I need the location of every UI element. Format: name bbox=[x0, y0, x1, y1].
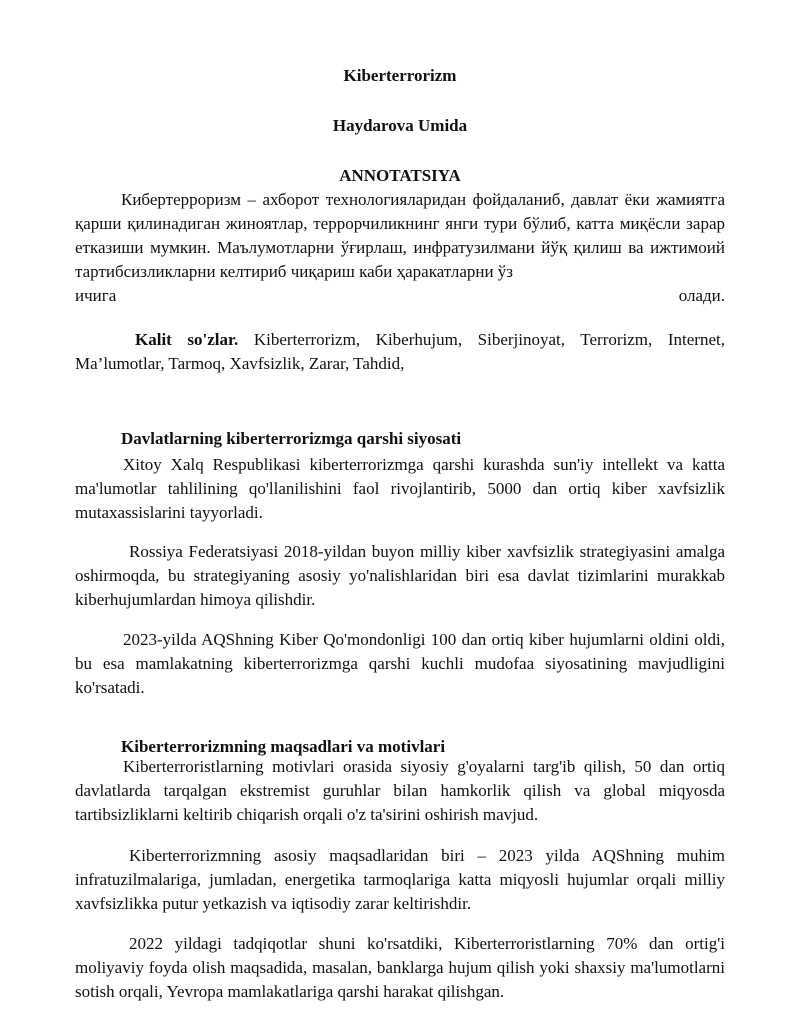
section2-paragraph-1: Kiberterroristlarning motivlari orasida siyosiy g'oyalarni targ'ib qilish, 50 dan ortiq davlatlarda tarqalgan ekstremist guruhlar bilan hamkorlik qilish va global miqyosda tartibsizliklarni keltirib chiqarish orqali o'z ta'sirini oshirish mavjud. bbox=[75, 757, 725, 824]
keywords-label: Kalit so'zlar. bbox=[135, 330, 239, 349]
author-name: Haydarova Umida bbox=[332, 116, 468, 135]
annotation-text: Кибертерроризм – ахборот технологияларидан фойдаланиб, давлат ёки жамиятга қарши қилинадиган жиноятлар, террорчиликнинг янги тури бўлиб, катта миқёсли зарар етказиши мумкин. Маълумотларни ўғирлаш, инфратузилмани йўқ қилиш ва ижтимоий тартибсизликларни келтириб чиқариш каби ҳаракатларни ўз bbox=[75, 190, 725, 281]
section2-heading: Kiberterrorizmning maqsadlari va motivlari bbox=[121, 737, 446, 756]
annotation-heading: ANNOTATSIYA bbox=[339, 166, 461, 185]
section2-paragraph-2: Kiberterrorizmning asosiy maqsadlaridan biri – 2023 yilda AQShning muhim infratuzilmalariga, jumladan, energetika tarmoqlariga katta miqyosli hujumlar orqali milliy xavfsizlikka putur yetkazish va iqtisodiy zarar keltirishdir. bbox=[75, 846, 725, 913]
section1-heading: Davlatlarning kiberterrorizmga qarshi siyosati bbox=[121, 429, 462, 448]
document-title: Kiberterrorizm bbox=[343, 66, 457, 85]
keywords-paragraph bbox=[75, 328, 725, 376]
section1-paragraph-1: Xitoy Xalq Respublikasi kiberterrorizmga qarshi kurashda sun'iy intellekt va katta ma'lumotlar tahlilining qo'llanilishini faol rivojlantirib, 5000 dan ortiq kiber xavfsizlik mutaxassislarini tayyorladi. bbox=[75, 455, 725, 522]
keywords-text: Kiberterrorizm, Kiberhujum, Siberjinoyat, Terrorizm, Internet, Ma’lumotlar, Tarmoq, Xavfsizlik, Zarar, Tahdid, bbox=[75, 330, 725, 373]
section2-paragraph-3: 2022 yildagi tadqiqotlar shuni ko'rsatdiki, Kiberterroristlarning 70% dan ortig'i moliyaviy foyda olish maqsadida, masalan, banklarga hujum qilish yoki shaxsiy ma'lumotlarni sotish orqali, Yevropa mamlakatlariga qarshi harakat qilishgan. bbox=[75, 934, 725, 1001]
section1-paragraph-2: Rossiya Federatsiyasi 2018-yildan buyon milliy kiber xavfsizlik strategiyasini amalga oshirmoqda, bu strategiyaning asosiy yo'nalishlaridan biri esa davlat tizimlarini murakkab kiberhujumlardan himoya qilishdir. bbox=[75, 542, 725, 609]
annotation-last-word-right: олади. bbox=[678, 286, 725, 305]
section1-paragraph-3: 2023-yilda AQShning Kiber Qo'mondonligi 100 dan ortiq kiber hujumlarni oldini oldi, bu esa mamlakatning kiberterrorizmga qarshi kuchli mudofaa siyosatining mavjudligini ko'rsatadi. bbox=[75, 630, 725, 697]
annotation-last-word-left: ичига bbox=[75, 286, 117, 305]
annotation-last-line bbox=[75, 284, 725, 308]
